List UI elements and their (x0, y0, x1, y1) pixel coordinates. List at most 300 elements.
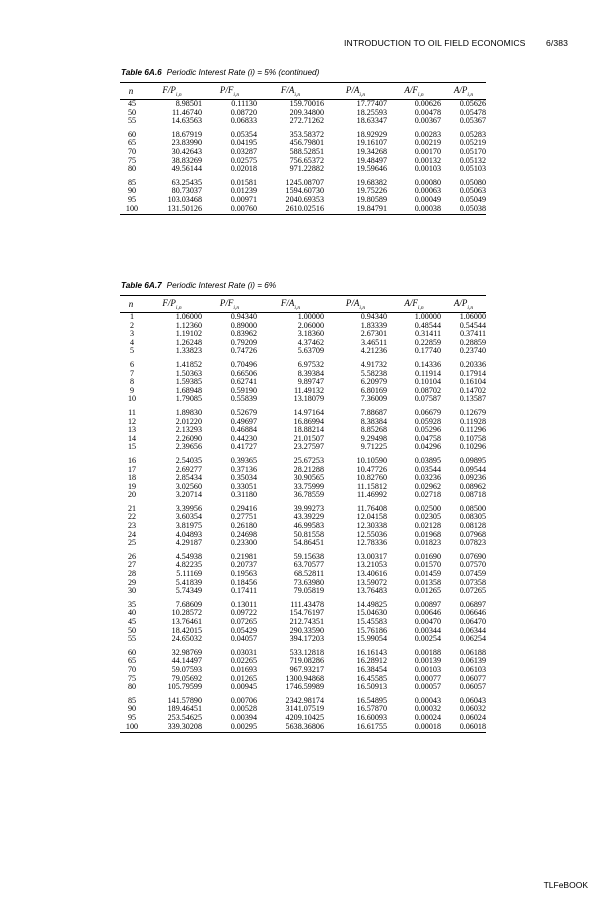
table-body (120, 313, 486, 733)
column-header-sub: i,n (417, 91, 424, 98)
period-cell: 70 (127, 664, 137, 674)
value-cell: 0.31411 (414, 329, 441, 339)
value-cell: 0.10296 (459, 442, 486, 452)
value-cell: 1.50363 (175, 368, 202, 378)
value-cell: 18.67919 (171, 129, 202, 139)
value-cell: 14.97164 (293, 407, 324, 417)
value-cell: 0.00283 (414, 129, 441, 139)
value-cell: 0.00032 (414, 704, 441, 714)
value-cell: 28.21288 (293, 464, 324, 474)
value-cell: 50.81558 (293, 529, 324, 539)
value-cell: 0.04296 (414, 442, 441, 452)
column-header-main: A/F (404, 84, 418, 95)
table-row (120, 723, 486, 733)
value-cell: 0.20336 (459, 359, 486, 369)
value-cell: 8.39384 (297, 368, 324, 378)
value-cell: 0.05063 (459, 186, 486, 196)
value-cell: 0.20737 (230, 560, 257, 570)
period-cell: 60 (127, 647, 137, 657)
table-row (120, 174, 486, 188)
value-cell: 10.47726 (356, 464, 387, 474)
value-cell: 0.08128 (459, 521, 486, 531)
value-cell: 2.06000 (297, 320, 324, 330)
period-cell: 40 (127, 608, 137, 618)
period-cell: 60 (127, 129, 137, 139)
period-cell: 85 (127, 177, 137, 187)
value-cell: 0.05478 (459, 107, 486, 117)
value-cell: 0.18456 (230, 577, 257, 587)
value-cell: 0.02575 (230, 155, 257, 165)
value-cell: 0.05219 (459, 138, 486, 148)
value-cell: 0.17740 (414, 346, 441, 356)
value-cell: 15.45583 (356, 617, 387, 626)
value-cell: 24.65032 (171, 634, 202, 644)
value-cell: 0.09544 (459, 464, 486, 474)
table-row (120, 356, 486, 370)
value-cell: 0.07358 (459, 577, 486, 587)
column-header-sub: i,n (467, 91, 474, 98)
value-cell: 0.06032 (459, 704, 486, 714)
value-cell: 63.70577 (293, 560, 324, 570)
column-header (324, 83, 387, 100)
value-cell: 0.54544 (459, 320, 486, 330)
value-cell: 0.46884 (230, 425, 257, 435)
value-cell: 46.99583 (293, 521, 324, 531)
table-header-row (120, 296, 486, 313)
table-row (120, 347, 486, 356)
value-cell: 0.01570 (414, 560, 441, 570)
period-cell: 27 (127, 560, 137, 570)
value-cell: 16.86994 (293, 416, 324, 426)
column-header (257, 296, 324, 313)
value-cell: 0.55839 (230, 394, 257, 404)
value-cell: 0.10758 (459, 433, 486, 443)
value-cell: 16.61755 (356, 721, 387, 731)
value-cell: 159.70016 (289, 99, 324, 108)
value-cell: 0.23740 (459, 346, 486, 356)
value-cell: 0.74726 (230, 346, 257, 356)
value-cell: 111.43478 (290, 599, 324, 609)
value-cell: 0.02128 (414, 521, 441, 531)
value-cell: 3.18360 (297, 329, 324, 339)
value-cell: 0.07265 (459, 586, 486, 596)
value-cell: 15.04630 (356, 608, 387, 618)
value-cell: 14.63563 (171, 116, 202, 126)
period-cell: 15 (127, 442, 137, 452)
value-cell: 0.37411 (459, 329, 486, 339)
value-cell: 18.88214 (293, 425, 324, 435)
value-cell: 2.26090 (175, 433, 202, 443)
value-cell: 13.76483 (356, 586, 387, 596)
value-cell: 12.04158 (356, 512, 387, 522)
period-cell: 85 (127, 695, 137, 705)
value-cell: 0.94340 (360, 312, 387, 321)
value-cell: 0.00971 (230, 194, 257, 204)
value-cell: 16.28912 (356, 656, 387, 666)
value-cell: 0.04195 (230, 138, 257, 148)
value-cell: 0.14702 (459, 385, 486, 395)
table-6a7 (120, 281, 486, 733)
value-cell: 1.68948 (175, 385, 202, 395)
value-cell: 0.11928 (459, 416, 486, 426)
value-cell: 4209.10425 (285, 712, 324, 722)
value-cell: 0.08962 (459, 481, 486, 491)
value-cell: 0.06470 (459, 617, 486, 626)
value-cell: 43.39229 (293, 512, 324, 522)
column-header-sub: i,n (233, 304, 240, 311)
column-header-sub: i,n (294, 91, 301, 98)
value-cell: 0.06679 (414, 407, 441, 417)
value-cell: 0.16104 (459, 377, 486, 387)
period-cell: 6 (129, 359, 135, 369)
value-cell: 0.10104 (414, 377, 441, 387)
value-cell: 1.00000 (414, 312, 441, 321)
value-cell: 0.17411 (230, 586, 257, 596)
value-cell: 394.17203 (289, 634, 324, 644)
value-cell: 0.00295 (230, 721, 257, 731)
value-cell: 1300.94868 (285, 673, 324, 683)
value-cell: 1.19102 (175, 329, 202, 339)
value-cell: 0.06103 (459, 664, 486, 674)
value-cell: 9.29498 (360, 433, 387, 443)
value-cell: 19.75226 (356, 186, 387, 196)
value-cell: 4.29187 (175, 538, 202, 548)
value-cell: 1594.60730 (285, 186, 324, 196)
period-cell: 50 (127, 625, 137, 635)
value-cell: 0.00626 (414, 99, 441, 108)
value-cell: 1245.08707 (285, 177, 324, 187)
value-cell: 0.01358 (414, 577, 441, 587)
value-cell: 0.06077 (459, 673, 486, 683)
table-row (120, 548, 486, 562)
value-cell: 756.65372 (289, 155, 324, 165)
value-cell: 13.21053 (356, 560, 387, 570)
value-cell: 0.00132 (414, 155, 441, 165)
value-cell: 0.00646 (414, 608, 441, 618)
table-row (120, 117, 486, 126)
column-header-main: F/P (162, 297, 176, 308)
value-cell: 13.00317 (356, 551, 387, 561)
period-cell: 75 (127, 673, 137, 683)
value-cell: 0.05103 (459, 164, 486, 174)
value-cell: 0.04057 (230, 634, 257, 644)
value-cell: 0.05132 (459, 155, 486, 165)
value-cell: 0.00063 (414, 186, 441, 196)
table-label: Table 6A.6 (121, 68, 162, 77)
value-cell: 0.07690 (459, 551, 486, 561)
value-cell: 11.46740 (171, 107, 202, 117)
value-cell: 0.01265 (230, 673, 257, 683)
value-cell: 0.00945 (230, 682, 257, 692)
table-caption (121, 281, 486, 290)
value-cell: 0.08702 (414, 385, 441, 395)
value-cell: 141.57890 (167, 695, 202, 705)
value-cell: 0.07587 (414, 394, 441, 404)
value-cell: 4.04893 (175, 529, 202, 539)
table-body (120, 100, 486, 215)
value-cell: 0.27751 (230, 512, 257, 522)
period-cell: 26 (127, 551, 137, 561)
value-cell: 1.79085 (175, 394, 202, 404)
value-cell: 105.79599 (167, 682, 202, 692)
value-cell: 1.41852 (175, 359, 202, 369)
value-cell: 8.38384 (360, 416, 387, 426)
value-cell: 0.24698 (230, 529, 257, 539)
value-cell: 4.37462 (297, 337, 324, 347)
value-cell: 0.09722 (230, 608, 257, 618)
period-cell: 55 (127, 634, 137, 644)
value-cell: 0.00188 (414, 647, 441, 657)
value-cell: 9.71225 (360, 442, 387, 452)
value-cell: 0.06057 (459, 682, 486, 692)
column-header-main: F/P (162, 84, 176, 95)
value-cell: 0.09236 (459, 473, 486, 483)
value-cell: 0.13011 (230, 599, 257, 609)
value-cell: 80.73037 (171, 186, 202, 196)
value-cell: 0.02265 (230, 656, 257, 666)
period-cell: 19 (127, 481, 137, 491)
period-cell: 18 (127, 473, 137, 483)
value-cell: 0.39365 (230, 455, 257, 465)
value-cell: 19.59646 (356, 164, 387, 174)
column-header-main: A/P (453, 84, 468, 95)
value-cell: 2.54035 (175, 455, 202, 465)
value-cell: 12.30338 (356, 521, 387, 531)
value-cell: 353.58372 (289, 129, 324, 139)
value-cell: 79.05692 (171, 673, 202, 683)
value-cell: 0.06018 (459, 721, 486, 731)
value-cell: 0.62741 (230, 377, 257, 387)
value-cell: 3.20714 (175, 490, 202, 500)
value-cell: 13.59072 (356, 577, 387, 587)
period-cell: 90 (127, 186, 137, 196)
period-cell: 65 (127, 656, 137, 666)
value-cell: 30.90565 (293, 473, 324, 483)
value-cell: 7.68609 (175, 599, 202, 609)
value-cell: 0.05080 (459, 177, 486, 187)
value-cell: 0.00024 (414, 712, 441, 722)
period-cell: 100 (125, 721, 139, 731)
value-cell: 0.00254 (414, 634, 441, 644)
period-cell: 5 (129, 346, 135, 356)
value-cell: 0.19563 (230, 569, 257, 579)
value-cell: 14.49825 (356, 599, 387, 609)
value-cell: 11.46992 (356, 490, 387, 500)
value-cell: 18.42015 (171, 625, 202, 635)
column-header-main: P/A (345, 297, 360, 308)
period-cell: 4 (129, 337, 135, 347)
table-row (120, 500, 486, 514)
value-cell: 5638.36806 (285, 721, 324, 731)
value-cell: 0.31180 (230, 490, 257, 500)
period-cell: 13 (127, 425, 137, 435)
value-cell: 6.97532 (297, 359, 324, 369)
value-cell: 0.13587 (459, 394, 486, 404)
period-cell: 100 (125, 203, 139, 213)
value-cell: 0.07570 (459, 560, 486, 570)
value-cell: 3141.07519 (285, 704, 324, 714)
value-cell: 38.83269 (171, 155, 202, 165)
value-cell: 0.49697 (230, 416, 257, 426)
value-cell: 456.79801 (289, 138, 324, 148)
value-cell: 0.01265 (414, 586, 441, 596)
value-cell: 971.22882 (289, 164, 324, 174)
value-cell: 3.81975 (175, 521, 202, 531)
value-cell: 4.82235 (175, 560, 202, 570)
table-row (120, 165, 486, 174)
table-row (120, 126, 486, 140)
value-cell: 0.06188 (459, 647, 486, 657)
value-cell: 0.52679 (230, 407, 257, 417)
value-cell: 19.34268 (356, 146, 387, 156)
value-cell: 0.37136 (230, 464, 257, 474)
value-cell: 2.39656 (175, 442, 202, 452)
value-cell: 0.00394 (230, 712, 257, 722)
column-header-main: P/F (219, 297, 234, 308)
value-cell: 0.22859 (414, 337, 441, 347)
value-cell: 0.02962 (414, 481, 441, 491)
value-cell: 0.06344 (459, 625, 486, 635)
period-cell: 11 (128, 407, 136, 417)
column-header (142, 296, 202, 313)
period-cell: 23 (127, 521, 137, 531)
value-cell: 1.00000 (297, 312, 324, 321)
value-cell: 0.09895 (459, 455, 486, 465)
value-cell: 11.49132 (293, 385, 324, 395)
value-cell: 0.08718 (459, 490, 486, 500)
table-row (120, 539, 486, 548)
value-cell: 1746.59989 (285, 682, 324, 692)
value-cell: 15.99054 (356, 634, 387, 644)
value-cell: 0.89000 (230, 320, 257, 330)
value-cell: 79.05819 (293, 586, 324, 596)
value-cell: 0.06024 (459, 712, 486, 722)
value-cell: 12.78336 (356, 538, 387, 548)
value-cell: 0.00043 (414, 695, 441, 705)
value-cell: 0.48544 (414, 320, 441, 330)
value-cell: 1.06000 (459, 312, 486, 321)
period-cell: 21 (127, 503, 137, 513)
value-cell: 0.35034 (230, 473, 257, 483)
value-cell: 11.76408 (356, 503, 387, 513)
period-cell: 25 (127, 538, 137, 548)
column-header-sub: i,n (233, 91, 240, 98)
value-cell: 16.60093 (356, 712, 387, 722)
value-cell: 0.01690 (414, 551, 441, 561)
value-cell: 1.59385 (175, 377, 202, 387)
table-row (120, 692, 486, 706)
value-cell: 59.07593 (171, 664, 202, 674)
value-cell: 339.30208 (167, 721, 202, 731)
value-cell: 0.28859 (459, 337, 486, 347)
period-cell: 75 (127, 155, 137, 165)
period-cell: 35 (127, 599, 137, 609)
value-cell: 16.50913 (356, 682, 387, 692)
value-cell: 154.76197 (289, 608, 324, 618)
value-cell: 0.44230 (230, 433, 257, 443)
value-cell: 44.14497 (171, 656, 202, 666)
period-cell: 10 (127, 394, 137, 404)
value-cell: 2610.02516 (285, 203, 324, 213)
value-cell: 0.02718 (414, 490, 441, 500)
interest-table (120, 295, 486, 733)
value-cell: 0.79209 (230, 337, 257, 347)
value-cell: 3.02560 (175, 481, 202, 491)
value-cell: 0.66506 (230, 368, 257, 378)
value-cell: 0.02500 (414, 503, 441, 513)
value-cell: 0.01459 (414, 569, 441, 579)
value-cell: 4.91732 (360, 359, 387, 369)
value-cell: 1.26248 (175, 337, 202, 347)
value-cell: 0.04758 (414, 433, 441, 443)
period-cell: 14 (127, 433, 137, 443)
value-cell: 0.05038 (459, 203, 486, 213)
value-cell: 0.26180 (230, 521, 257, 531)
column-header-sub: i,n (175, 91, 182, 98)
value-cell: 32.98769 (171, 647, 202, 657)
value-cell: 533.12818 (289, 647, 324, 657)
column-header (120, 296, 142, 313)
value-cell: 30.42643 (171, 146, 202, 156)
column-header-sub: i,n (175, 304, 182, 311)
period-cell: 12 (127, 416, 137, 426)
period-cell: 9 (129, 385, 135, 395)
period-cell: 24 (127, 529, 137, 539)
column-header-main: A/F (404, 297, 418, 308)
column-header-main: n (128, 299, 134, 309)
running-header-title: INTRODUCTION TO OIL FIELD ECONOMICS (344, 38, 526, 48)
value-cell: 0.07968 (459, 529, 486, 539)
period-cell: 8 (129, 377, 135, 387)
column-header (120, 83, 142, 100)
table-title: Periodic Interest Rate (i) = 6% (166, 281, 277, 290)
column-header-main: F/A (280, 297, 295, 308)
value-cell: 1.83339 (360, 320, 387, 330)
value-cell: 63.25435 (171, 177, 202, 187)
value-cell: 19.16107 (356, 138, 387, 148)
value-cell: 0.00057 (414, 682, 441, 692)
value-cell: 11.15812 (356, 481, 387, 491)
value-cell: 103.03468 (167, 194, 202, 204)
value-cell: 290.33590 (289, 625, 324, 635)
table-row (120, 395, 486, 404)
value-cell: 0.23300 (230, 538, 257, 548)
period-cell: 95 (127, 194, 137, 204)
value-cell: 0.05296 (414, 425, 441, 435)
table-row (120, 596, 486, 610)
value-cell: 0.94340 (230, 312, 257, 321)
period-cell: 17 (127, 464, 137, 474)
value-cell: 0.07459 (459, 569, 486, 579)
value-cell: 0.83962 (230, 329, 257, 339)
running-header (344, 38, 568, 48)
value-cell: 272.71262 (289, 116, 324, 126)
value-cell: 68.52811 (293, 569, 324, 579)
value-cell: 0.03031 (230, 647, 257, 657)
table-6a6 (120, 68, 486, 215)
value-cell: 588.52851 (289, 146, 324, 156)
value-cell: 1.89830 (175, 407, 202, 417)
value-cell: 5.41839 (175, 577, 202, 587)
value-cell: 0.00470 (414, 617, 441, 626)
value-cell: 0.11296 (459, 425, 486, 435)
column-header-sub: i,n (294, 304, 301, 311)
value-cell: 0.00103 (414, 664, 441, 674)
value-cell: 0.00139 (414, 656, 441, 666)
period-cell: 65 (127, 138, 137, 148)
value-cell: 39.99273 (293, 503, 324, 513)
period-cell: 90 (127, 704, 137, 714)
